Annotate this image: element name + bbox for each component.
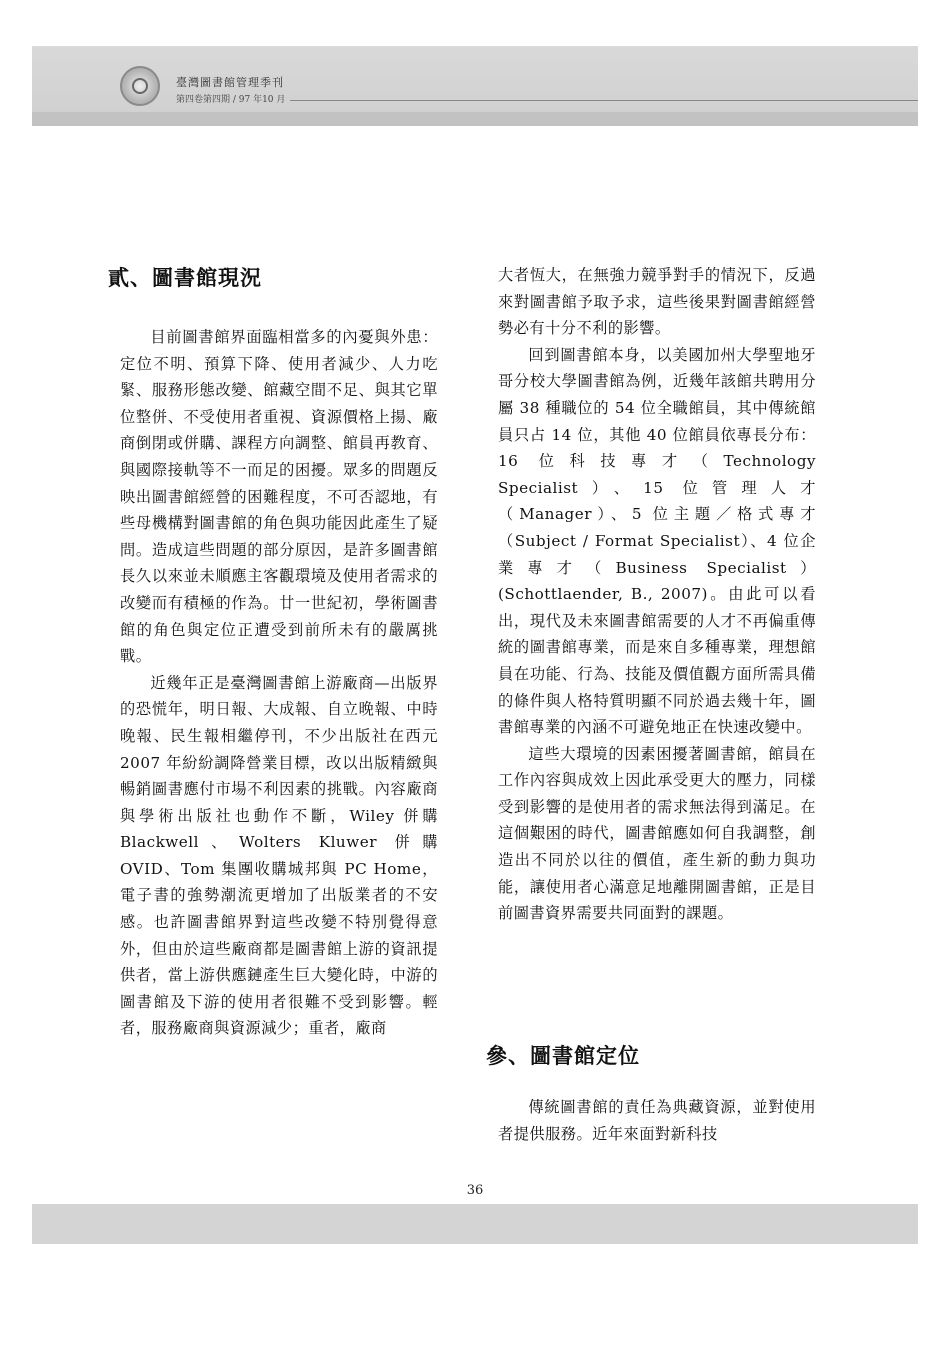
journal-title: 臺灣圖書館管理季刊	[176, 76, 284, 89]
section-heading-3-wrap	[486, 1040, 640, 1070]
paragraph: 目前圖書館界面臨相當多的內憂與外患：定位不明、預算下降、使用者減少、人力吃緊、服務形態改變、館藏空間不足、與其它單位整併、不受使用者重視、資源價格上揚、廠商倒閉或併購、課程方向調整、館員再教育、與國際接軌等不一而足的困擾。眾多的問題反映出圖書館經營的困難程度，不可否認地，有些母機構對圖書館的角色與功能因此產生了疑問。造成這些問題的部分原因，是許多圖書館長久以來並未順應主客觀環境及使用者需求的改變而有積極的作為。廿一世紀初，學術圖書館的角色與定位正遭受到前所未有的嚴厲挑戰。	[120, 328, 438, 666]
paragraph: 近幾年正是臺灣圖書館上游廠商—出版界的恐慌年，明日報、大成報、自立晚報、中時晚報、民生報相繼停刊，不少出版社在西元 2007 年紛紛調降營業目標，改以出版精緻與暢銷圖書應付市場不利因素的挑戰。內容廠商與學術出版社也動作不斷，Wiley 併購 Blackwell、Wolters Kluwer 併購 OVID、Tom 集團收購城邦與 PC Home，電子書的強勢潮流更增加了出版業者的不安感。也許圖書館界對這些改變不特別覺得意外，但由於這些廠商都是圖書館上游的資訊提供者，當上游供應鏈產生巨大變化時，中游的圖書館及下游的使用者很難不受到影響。輕者，服務廠商與資源減少；重者，廠商	[120, 673, 438, 1038]
journal-issue: 第四卷第四期 / 97 年10 月	[176, 95, 286, 105]
left-column	[108, 258, 438, 1042]
journal-logo-icon	[120, 66, 160, 106]
header-strip	[32, 112, 918, 126]
paragraph: 這些大環境的因素困擾著圖書館，館員在工作內容與成效上因此承受更大的壓力，同樣受到影響的是使用者的需求無法得到滿足。在這個艱困的時代，圖書館應如何自我調整，創造出不同於以往的價值，產生新的動力與功能，讓使用者心滿意足地離開圖書館，正是目前圖書資界需要共同面對的課題。	[498, 744, 816, 923]
paragraph: 回到圖書館本身，以美國加州大學聖地牙哥分校大學圖書館為例，近幾年該館共聘用分屬 38 種職位的 54 位全職館員，其中傳統館員只占 14 位，其他 40 位館員依專長分布：16 位科技專才（Technology Specialist）、15 位管理人才（Manager）、5 位主題／格式專才（Subject / Format Specialist）、4 位企業專才（Business Specialist）(Schottlaender, B., 2007)。由此可以看出，現代及未來圖書館需要的人才不再偏重傳統的圖書館專業，而是來自多種專業，理想館員在功能、行為、技能及價值觀方面所需具備的條件與人格特質明顯不同於過去幾十年，圖書館專業的內涵不可避免地正在快速改變中。	[498, 345, 816, 737]
footer-band	[32, 1204, 918, 1244]
page-number: 36	[466, 1183, 484, 1198]
header-rule	[290, 100, 918, 101]
paragraph: 傳統圖書館的責任為典藏資源，並對使用者提供服務。近年來面對新科技	[498, 1098, 816, 1143]
section3-body	[498, 1094, 816, 1147]
paragraph: 大者恆大，在無強力競爭對手的情況下，反過來對圖書館予取予求，這些後果對圖書館經營勢必有十分不利的影響。	[498, 266, 816, 338]
right-column	[498, 262, 816, 927]
section-heading-2: 貳、圖書館現況	[108, 266, 262, 290]
section-heading-3: 參、圖書館定位	[486, 1044, 640, 1068]
